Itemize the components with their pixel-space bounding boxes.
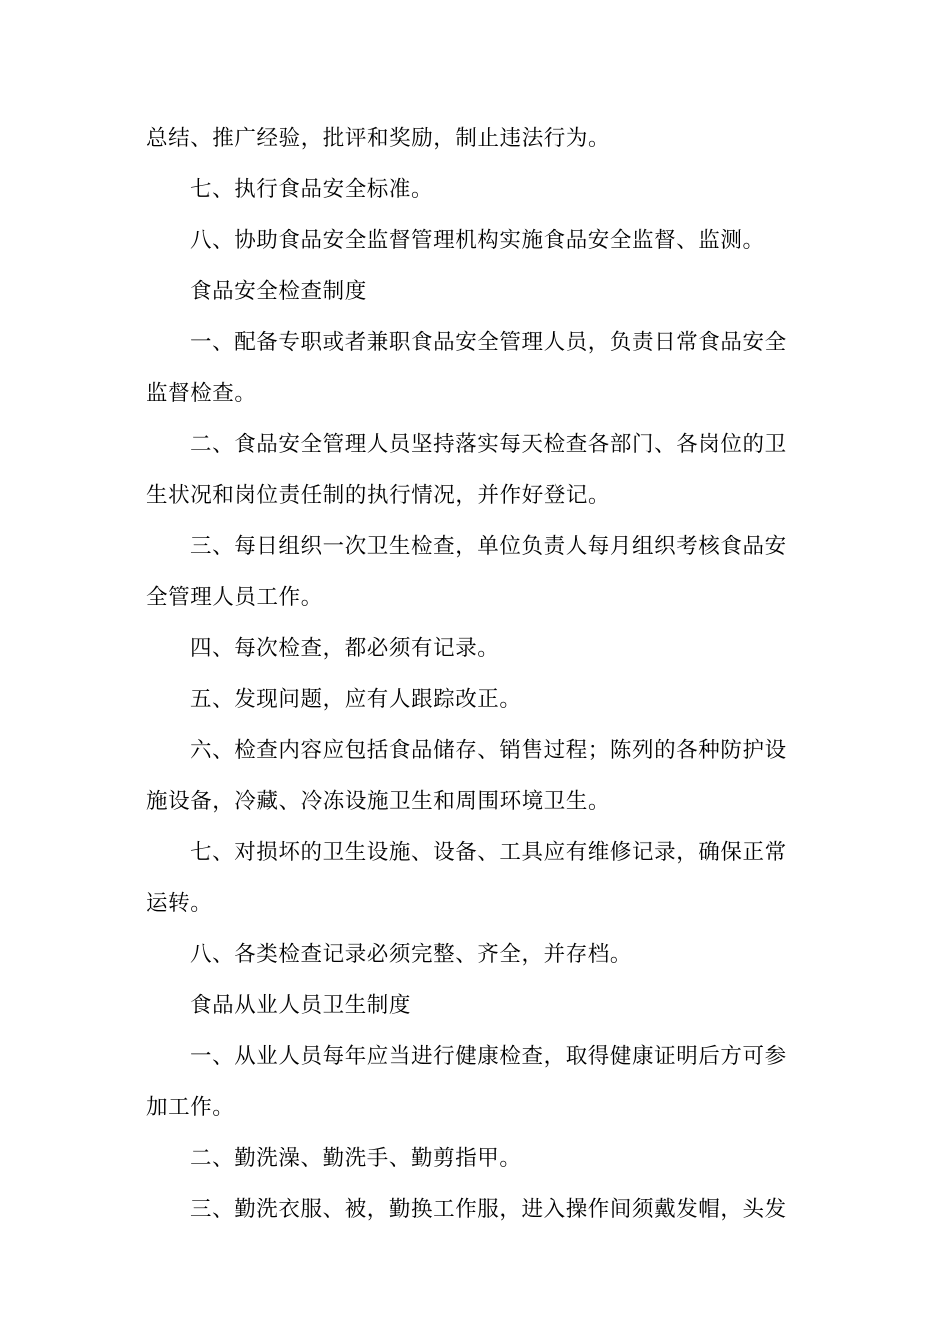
clause-7-continuation: 运转。 xyxy=(146,891,213,916)
body-text-line: 总结、推广经验，批评和奖励，制止违法行为。 xyxy=(146,126,611,151)
clause-5: 五、发现问题，应有人跟踪改正。 xyxy=(190,687,522,712)
staff-clause-2: 二、勤洗澡、勤洗手、勤剪指甲。 xyxy=(190,1146,522,1171)
clause-1: 一、配备专职或者兼职食品安全管理人员，负责日常食品安全 xyxy=(190,330,787,355)
clause-7-inspection: 七、对损坏的卫生设施、设备、工具应有维修记录，确保正常 xyxy=(190,840,787,865)
staff-clause-1-continuation: 加工作。 xyxy=(146,1095,235,1120)
section-heading-staff-hygiene: 食品从业人员卫生制度 xyxy=(190,993,412,1018)
clause-2: 二、食品安全管理人员坚持落实每天检查各部门、各岗位的卫 xyxy=(190,432,787,457)
clause-2-continuation: 生状况和岗位责任制的执行情况，并作好登记。 xyxy=(146,483,611,508)
clause-6-continuation: 施设备，冷藏、冷冻设施卫生和周围环境卫生。 xyxy=(146,789,611,814)
clause-6: 六、检查内容应包括食品储存、销售过程；陈列的各种防护设 xyxy=(190,738,787,763)
staff-clause-3: 三、勤洗衣服、被，勤换工作服，进入操作间须戴发帽，头发 xyxy=(190,1197,787,1222)
clause-4: 四、每次检查，都必须有记录。 xyxy=(190,636,500,661)
clause-8: 八、协助食品安全监督管理机构实施食品安全监督、监测。 xyxy=(190,228,765,253)
section-heading-inspection: 食品安全检查制度 xyxy=(190,279,367,304)
clause-1-continuation: 监督检查。 xyxy=(146,381,257,406)
clause-3-continuation: 全管理人员工作。 xyxy=(146,585,323,610)
clause-7: 七、执行食品安全标准。 xyxy=(190,177,434,202)
clause-8-inspection: 八、各类检查记录必须完整、齐全，并存档。 xyxy=(190,942,633,967)
clause-3: 三、每日组织一次卫生检查，单位负责人每月组织考核食品安 xyxy=(190,534,787,559)
staff-clause-1: 一、从业人员每年应当进行健康检查，取得健康证明后方可参 xyxy=(190,1044,787,1069)
